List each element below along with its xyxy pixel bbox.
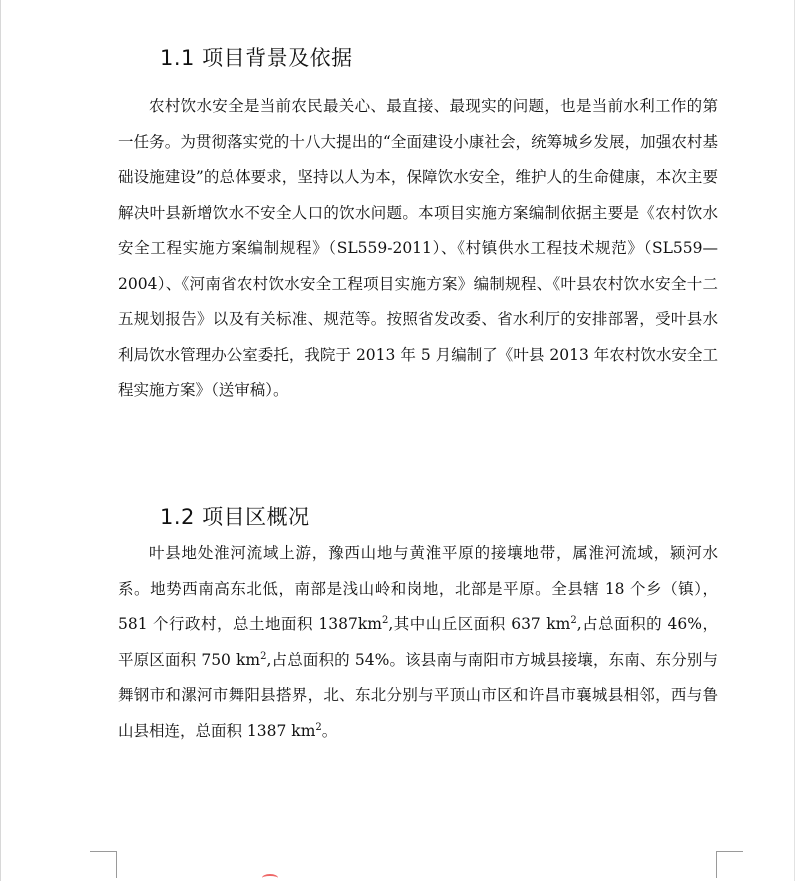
background-paragraph: 农村饮水安全是当前农民最关心、最直接、最现实的问题，也是当前水利工作的第一任务。为贯彻落实党的十八大提出的“全面建设小康社会，统筹城乡发展，加强农村基础设施建设”的总体要求，坚持以人为本，保障饮水安全，维护人的生命健康，本次主要解决叶县新增饮水不安全人口的饮水问题。本项目实施方案编制依据主要是《农村饮水安全工程实施方案编制规程》（SL559-2011）、《村镇供水工程技术规范》（SL559—2004）、《河南省农村饮水安全工程项目实施方案》编制规程、《叶县农村饮水安全十二五规划报告》以及有关标准、规范等。按照省发改委、省水利厅的安排部署，受叶县水利局饮水管理办公室委托，我院于 2013 年 5 月编制了《叶县 2013 年农村饮水安全工程实施方案》（送审稿）。 — [118, 97, 718, 399]
overview-text-part: ,其中山丘区面积 637 km — [388, 615, 571, 633]
overview-text-part: ,占总面积的 54%。该县南与南阳市方城县接壤，东南、东分别与舞钢市和漯河市舞阳县搭界，北、东北分别与平顶山市区和许昌市襄城县相邻，西与鲁山县相连，总面积 1387 km — [118, 650, 719, 740]
page-left-edge — [0, 0, 1, 881]
overview-text-part: 叶县地处淮河流域上游，豫西山地与黄淮平原的接壤地带，属淮河流域，颍河水系。地势西南高东北低，南部是浅山岭和岗地，北部是平原。全县辖 18 个乡（镇），581 个行政村，总土地面积 1387km — [118, 544, 718, 633]
superscript-2: 2 — [260, 650, 267, 662]
overview-paragraph — [118, 536, 718, 749]
margin-corner-mark-left — [90, 851, 117, 878]
overview-text-part: ,占总面积的 46%，平原区面积 750 km — [118, 615, 718, 669]
superscript-2: 2 — [315, 721, 322, 733]
section-heading-1-2: 1.2 项目区概况 — [160, 505, 310, 529]
superscript-2: 2 — [381, 615, 389, 626]
superscript-2: 2 — [570, 615, 577, 626]
margin-corner-mark-right — [716, 851, 743, 878]
section-heading-1-1: 1.1 项目背景及依据 — [160, 46, 353, 70]
overview-text-part: 。 — [321, 721, 338, 740]
